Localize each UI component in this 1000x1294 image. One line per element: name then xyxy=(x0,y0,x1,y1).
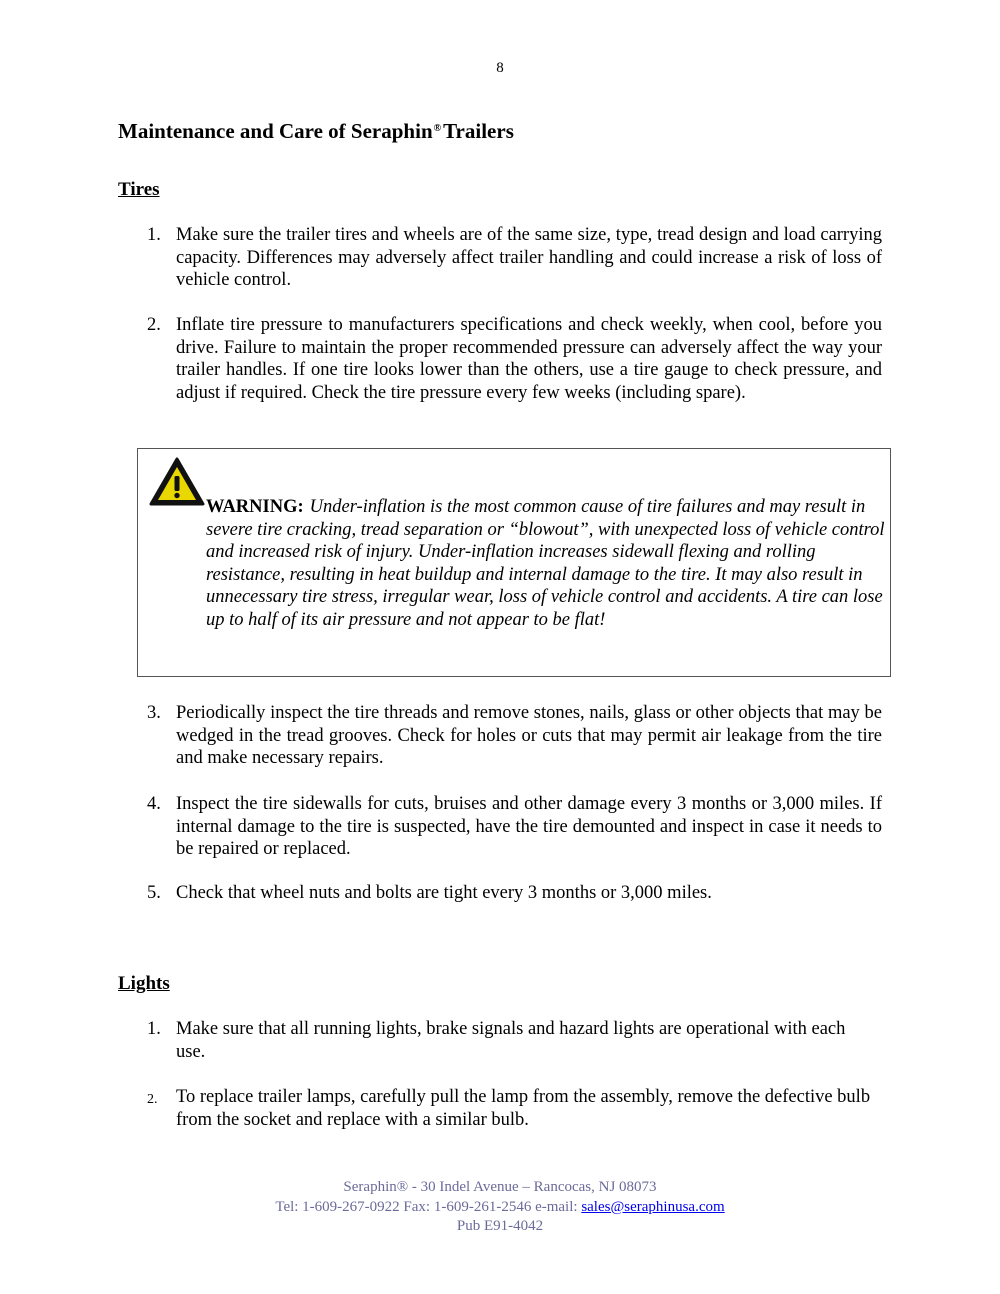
list-number: 1. xyxy=(147,1019,161,1039)
warning-body: Under-inflation is the most common cause of tire failures and may result in severe tire cracking, tread separation or “blowout”, with unexpected loss of vehicle control and increased risk of injury. Under-inflation increases sidewall flexing and rolling resistance, resulting in heat buildup and internal damage to the tire. It may also result in unnecessary tire stress, irregular wear, loss of vehicle control and accidents. A tire can lose up to half of its air pressure and not appear to be flat! xyxy=(206,497,885,630)
lights-heading: Lights xyxy=(118,973,170,994)
title-main: Maintenance and Care of Seraphin xyxy=(118,119,433,143)
list-text: Inspect the tire sidewalls for cuts, bruises and other damage every 3 months or 3,000 miles. If internal damage to the tire is suspected, have the tire demounted and inspect in case it needs to be repaired or replaced. xyxy=(176,794,882,859)
list-number: 2. xyxy=(147,315,161,335)
tires-list-item-1 xyxy=(147,224,882,292)
footer-phone-fax: Tel: 1-609-267-0922 Fax: 1-609-261-2546 e-mail: xyxy=(275,1198,582,1215)
tires-heading: Tires xyxy=(118,179,160,200)
lights-list-item-2 xyxy=(147,1086,882,1131)
footer xyxy=(0,1178,1000,1237)
lights-list-item-1 xyxy=(147,1018,847,1063)
warning-label: WARNING: xyxy=(206,497,304,517)
email-link[interactable]: sales@seraphinusa.com xyxy=(581,1198,725,1215)
list-text: Make sure that all running lights, brake signals and hazard lights are operational with each use. xyxy=(176,1019,846,1062)
list-number: 3. xyxy=(147,703,161,723)
registered-mark: ® xyxy=(433,123,442,134)
list-text: Make sure the trailer tires and wheels are of the same size, type, tread design and load carrying capacity. Differences may adversely affect trailer handling and could increase a risk of loss of vehicle control. xyxy=(176,225,882,290)
list-number: 5. xyxy=(147,883,161,903)
page-number: 8 xyxy=(496,60,504,76)
list-number: 1. xyxy=(147,225,161,245)
page-title xyxy=(118,119,514,144)
title-suffix: Trailers xyxy=(443,119,514,143)
tires-list-item-5 xyxy=(147,882,882,905)
footer-address: Seraphin® - 30 Indel Avenue – Rancocas, NJ 08073 xyxy=(343,1179,657,1195)
list-text: To replace trailer lamps, carefully pull the lamp from the assembly, remove the defective bulb from the socket and replace with a similar bulb. xyxy=(176,1087,871,1130)
footer-pub: Pub E91-4042 xyxy=(456,1218,544,1234)
list-number: 4. xyxy=(147,794,161,814)
tires-list-item-4 xyxy=(147,793,882,861)
list-text: Check that wheel nuts and bolts are tight every 3 months or 3,000 miles. xyxy=(176,883,712,903)
tires-list-item-3 xyxy=(147,702,882,770)
list-text: Inflate tire pressure to manufacturers specifications and check weekly, when cool, before you drive. Failure to maintain the proper recommended pressure can adversely affect the way your trailer handles. If one tire looks lower than the others, use a tire gauge to check pressure, and adjust if required. Check the tire pressure every few weeks (including spare). xyxy=(176,315,882,403)
list-text: Periodically inspect the tire threads and remove stones, nails, glass or other objects that may be wedged in the tread grooves. Check for holes or cuts that may permit air leakage from the tire and make necessary repairs. xyxy=(176,703,882,768)
warning-triangle-icon xyxy=(149,457,205,507)
list-number: 2. xyxy=(147,1092,158,1107)
warning-text xyxy=(206,496,886,631)
tires-list-item-2 xyxy=(147,314,882,404)
footer-contact xyxy=(0,1198,1000,1218)
